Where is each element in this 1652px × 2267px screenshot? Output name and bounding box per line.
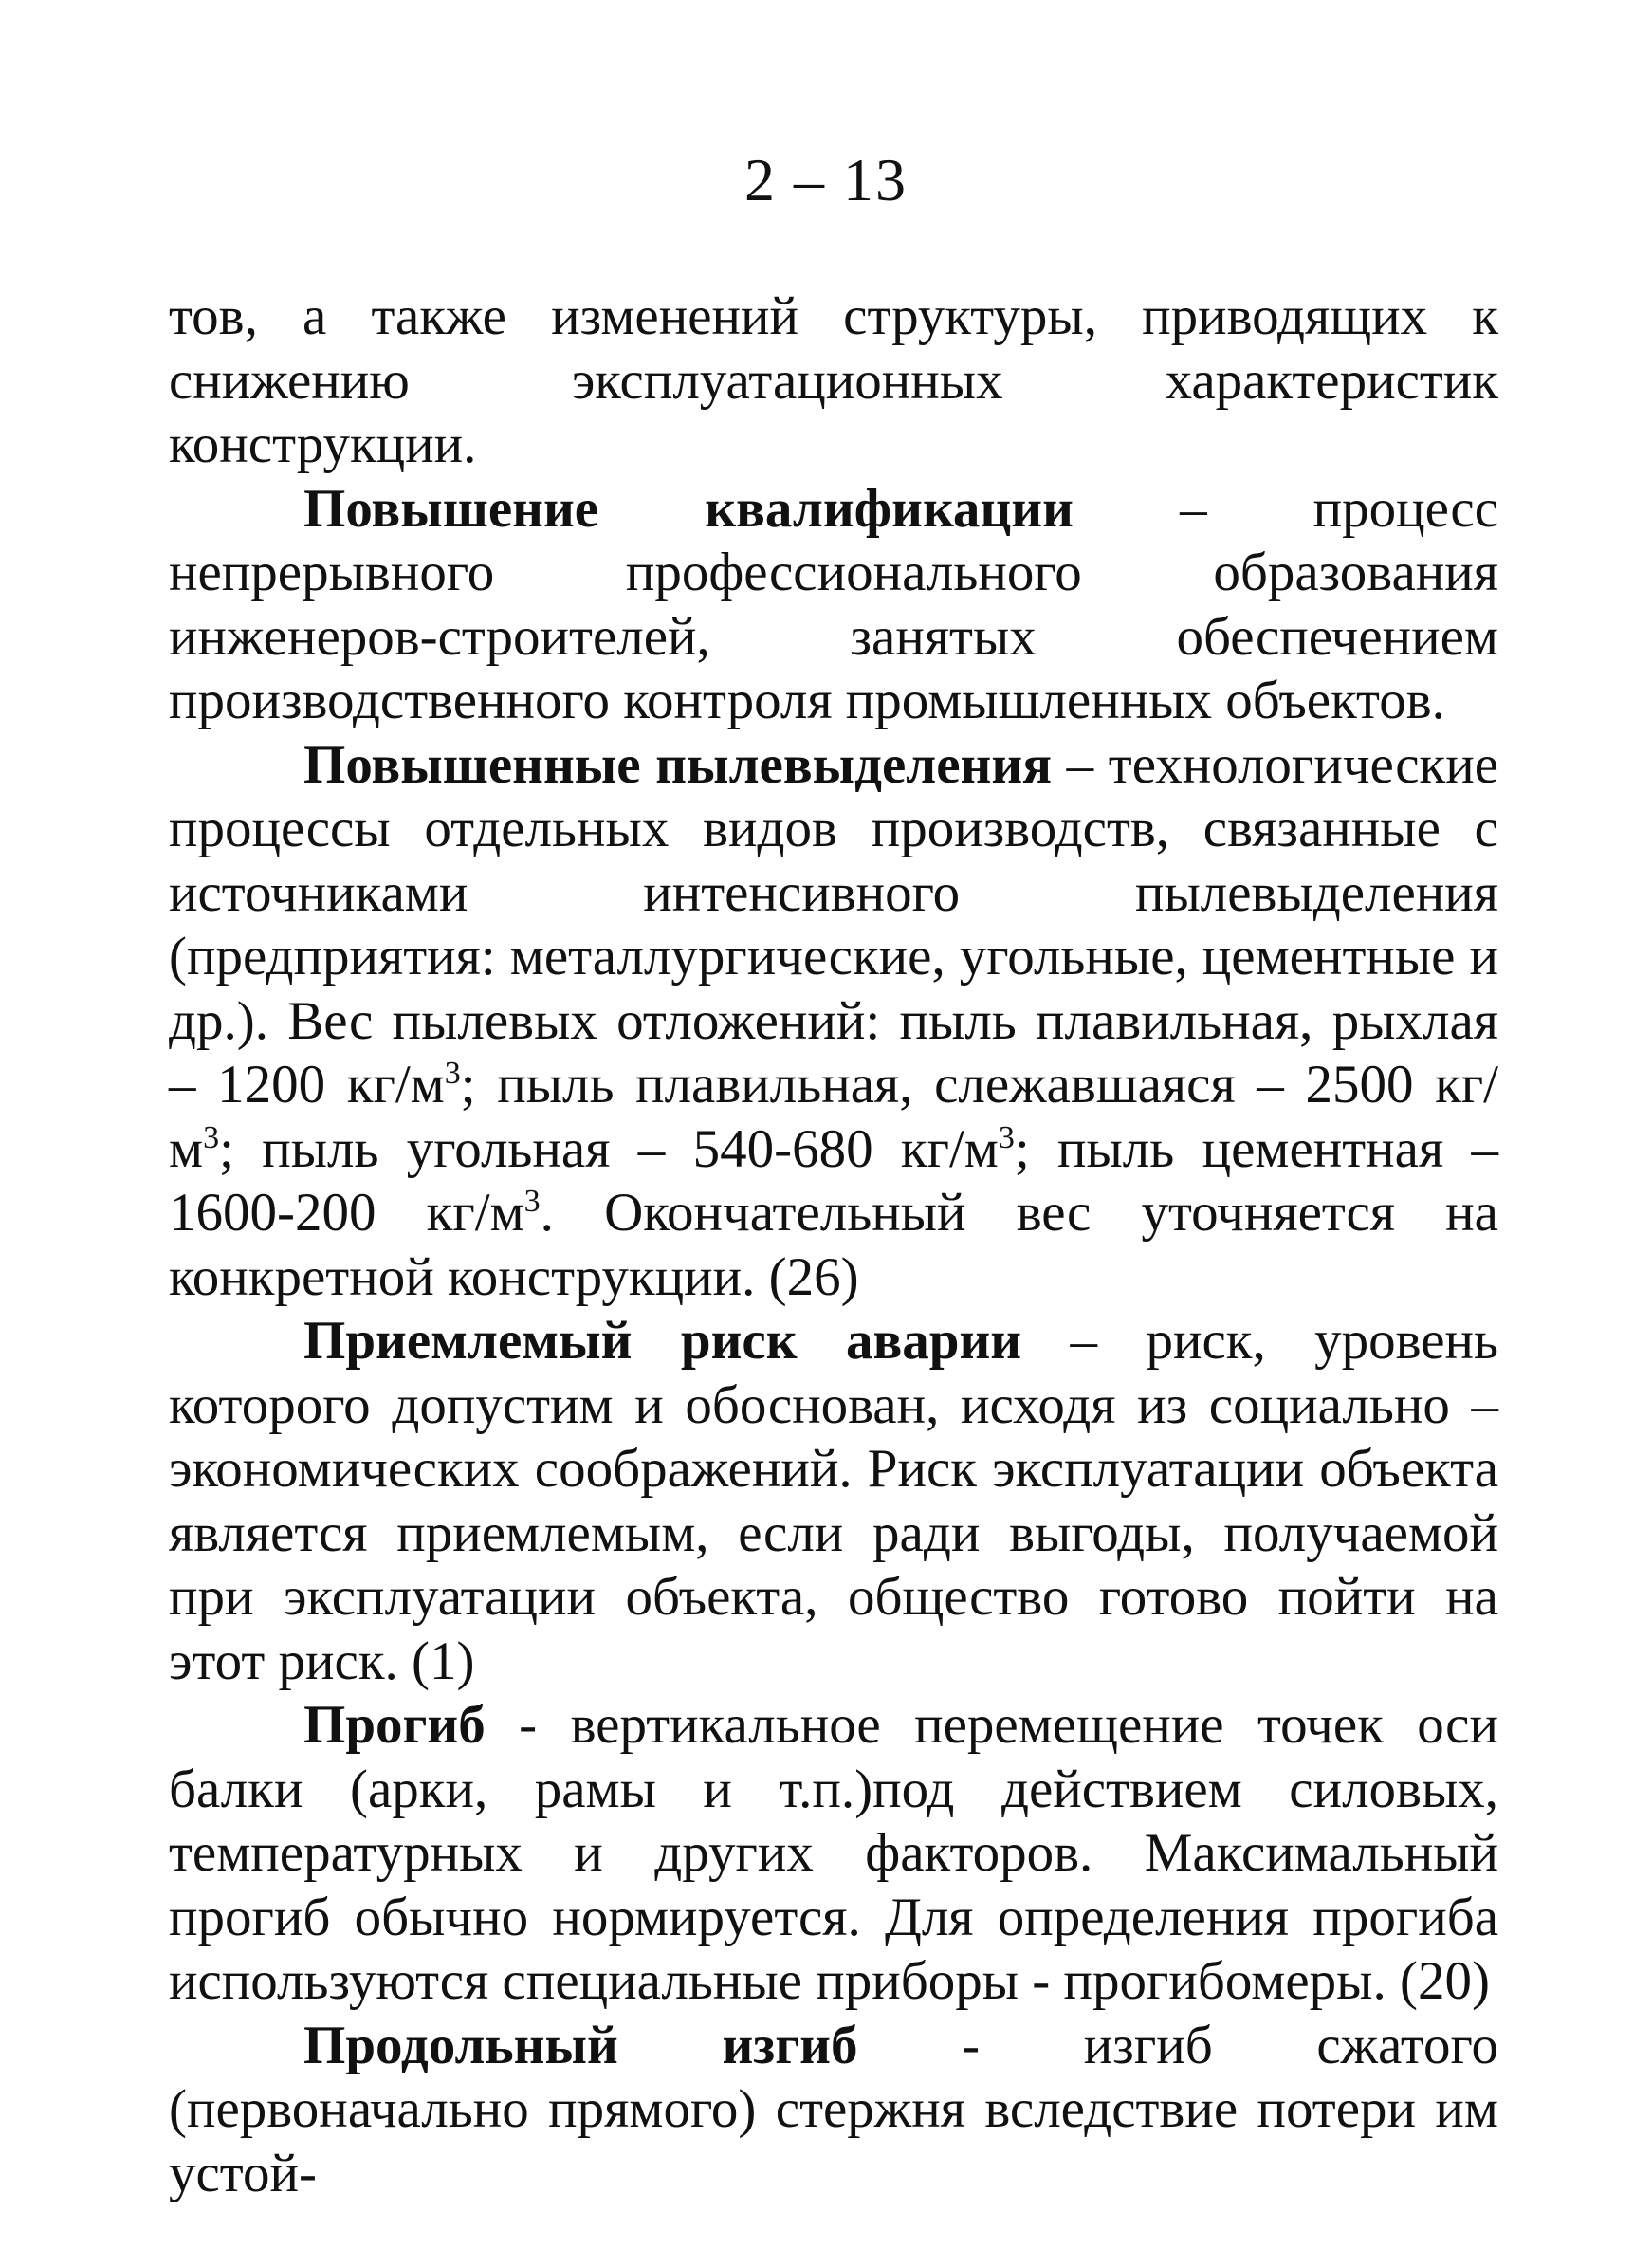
glossary-definition: ; пыль угольная – 540-680 кг/м	[219, 1118, 999, 1179]
glossary-definition: - вертикальное перемещение точек оси балки (арки, рамы и т.п.)под действием силовых, температурных и других факторов. Максимальный прогиб обычно нормируется. Для определения прогиба используются специальные приборы - прогибомеры. (20)	[169, 1695, 1498, 2011]
glossary-entry-progib	[169, 1693, 1498, 2014]
superscript-cubed: 3	[444, 1056, 461, 1091]
glossary-term: Приемлемый риск аварии	[303, 1311, 1022, 1371]
glossary-definition: ; пыль цементная – 1600-200 кг/м	[169, 1118, 1498, 1243]
superscript-cubed: 3	[203, 1119, 220, 1155]
glossary-text	[169, 285, 1498, 2205]
superscript-cubed: 3	[998, 1119, 1015, 1155]
glossary-term: Повышение квалификации	[303, 478, 1074, 539]
glossary-term: Продольный изгиб	[303, 2015, 858, 2075]
glossary-definition: . Окончательный вес уточняется на конкретной конструкции. (26)	[169, 1183, 1498, 1307]
glossary-definition: – технологические процессы отдельных видов производств, связанные с источниками интенсивного пылевыделения (предприятия: металлургические, угольные, цементные и др.). Вес пылевых отложений: пыль плавильная, рыхлая – 1200 кг/м	[169, 734, 1498, 1115]
glossary-definition: - изгиб сжатого (первоначально прямого) стержня вследствие потери им устой-	[169, 2015, 1499, 2203]
glossary-entry-povyshenie-kvalifikatsii	[169, 477, 1498, 733]
glossary-entry-povyshennye-pylevydeleniya	[169, 733, 1498, 1310]
glossary-entry-prodolnyi-izgib	[169, 2014, 1498, 2206]
paragraph-continuation	[169, 285, 1498, 477]
paragraph-text: тов, а также изменений структуры, приводящих к снижению эксплуатационных характеристик конструкции.	[169, 286, 1498, 474]
glossary-term: Повышенные пылевыделения	[303, 734, 1053, 795]
glossary-entry-priemlemyi-risk-avarii	[169, 1309, 1498, 1693]
glossary-definition: – процесс непрерывного профессионального образования инженеров-строителей, занятых обеспечением производственного контроля промышленных объектов.	[169, 478, 1498, 730]
page-number: 2 – 13	[744, 146, 908, 213]
glossary-definition: – риск, уровень которого допустим и обоснован, исходя из социально – экономических соображений. Риск эксплуатации объекта является приемлемым, если ради выгоды, получаемой при эксплуатации объекта, общество готово пойти на этот риск. (1)	[169, 1311, 1499, 1691]
glossary-term: Прогиб	[303, 1695, 486, 1755]
glossary-definition: ; пыль плавильная, слежавшаяся – 2500 кг/м	[169, 1055, 1498, 1179]
superscript-cubed: 3	[523, 1184, 541, 1219]
